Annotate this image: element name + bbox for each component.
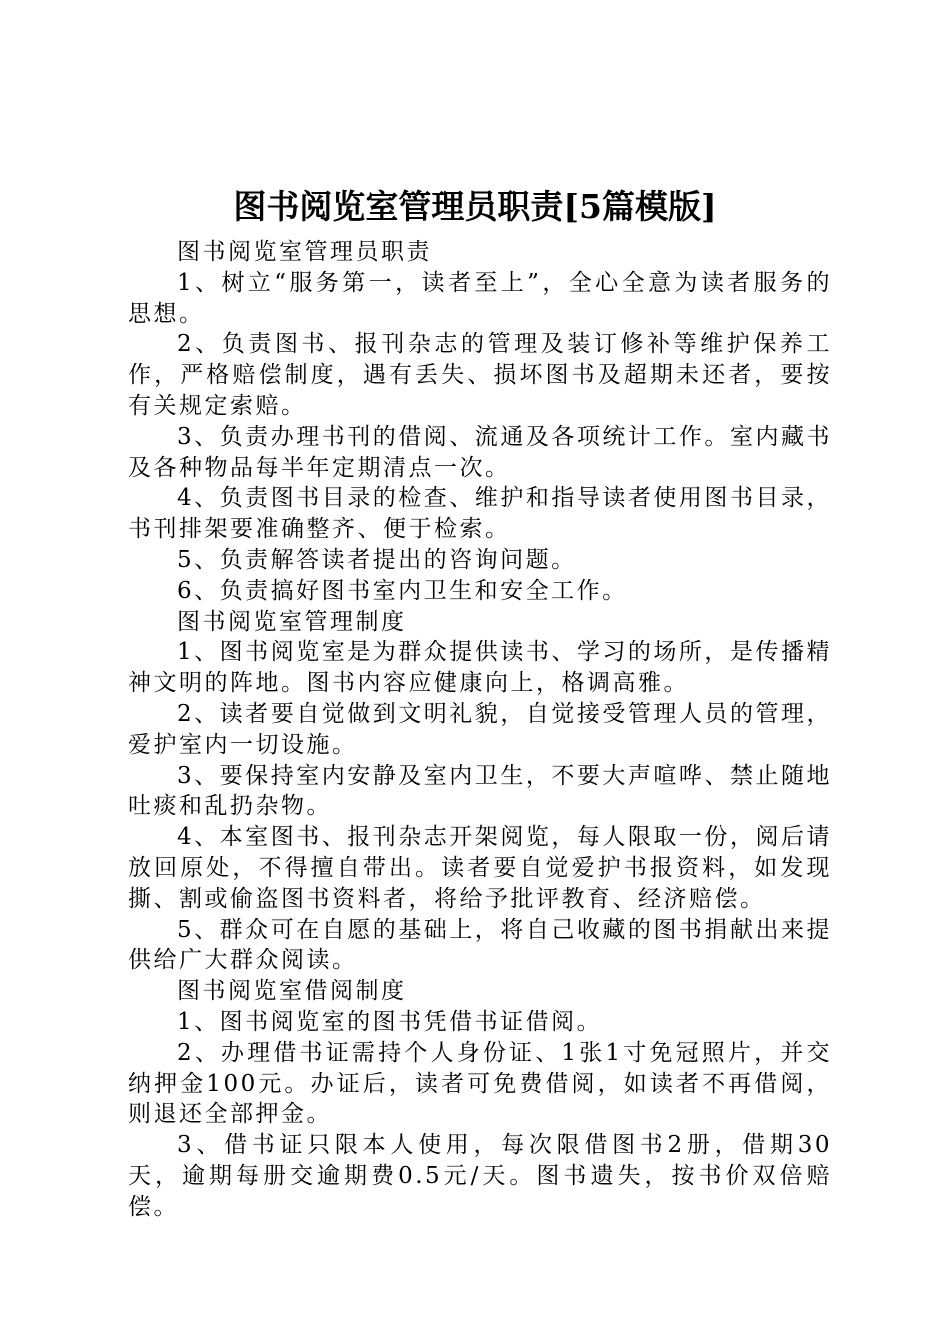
duty-item-1: 1、树立“服务第一，读者至上”，全心全意为读者服务的思想。 xyxy=(128,269,832,327)
section-heading-rules: 图书阅览室管理制度 xyxy=(177,608,407,635)
duty-item-2: 2、负责图书、报刊杂志的管理及装订修补等维护保养工作，严格赔偿制度，遇有丢失、损坏图书及超期未还者，要按有关规定索赔。 xyxy=(128,331,832,419)
rule-item-5: 5、群众可在自愿的基础上，将自己收藏的图书捐献出来提供给广大群众阅读。 xyxy=(128,916,832,974)
duty-item-6: 6、负责搞好图书室内卫生和安全工作。 xyxy=(177,577,628,604)
rule-item-4: 4、本室图书、报刊杂志开架阅览，每人限取一份，阅后请放回原处，不得擅自带出。读者要自觉爱护书报资料，如发现撕、割或偷盗图书资料者，将给予批评教育、经济赔偿。 xyxy=(128,824,832,912)
rule-item-2: 2、读者要自觉做到文明礼貌，自觉接受管理人员的管理，爱护室内一切设施。 xyxy=(128,700,832,758)
duty-item-4: 4、负责图书目录的检查、维护和指导读者使用图书目录，书刊排架要准确整齐、便于检索。 xyxy=(128,485,832,543)
document-body xyxy=(128,237,832,1223)
duty-item-3: 3、负责办理书刊的借阅、流通及各项统计工作。室内藏书及各种物品每半年定期清点一次。 xyxy=(128,423,832,481)
duty-item-5: 5、负责解答读者提出的咨询问题。 xyxy=(177,546,577,573)
borrow-item-3: 3、借书证只限本人使用，每次限借图书2册，借期30天，逾期每册交逾期费0.5元/天。图书遗失，按书价双倍赔偿。 xyxy=(128,1132,832,1220)
rule-item-3: 3、要保持室内安静及室内卫生，不要大声喧哗、禁止随地吐痰和乱扔杂物。 xyxy=(128,762,832,820)
section-heading-duties: 图书阅览室管理员职责 xyxy=(177,239,432,265)
borrow-item-1: 1、图书阅览室的图书凭借书证借阅。 xyxy=(177,1008,603,1035)
borrow-item-2: 2、办理借书证需持个人身份证、1张1寸免冠照片，并交纳押金100元。办证后，读者可免费借阅，如读者不再借阅，则退还全部押金。 xyxy=(128,1039,832,1128)
section-heading-borrowing: 图书阅览室借阅制度 xyxy=(177,978,407,1005)
document-title: 图书阅览室管理员职责[5篇模版] xyxy=(233,187,717,226)
rule-item-1: 1、图书阅览室是为群众提供读书、学习的场所，是传播精神文明的阵地。图书内容应健康向上，格调高雅。 xyxy=(128,639,832,697)
